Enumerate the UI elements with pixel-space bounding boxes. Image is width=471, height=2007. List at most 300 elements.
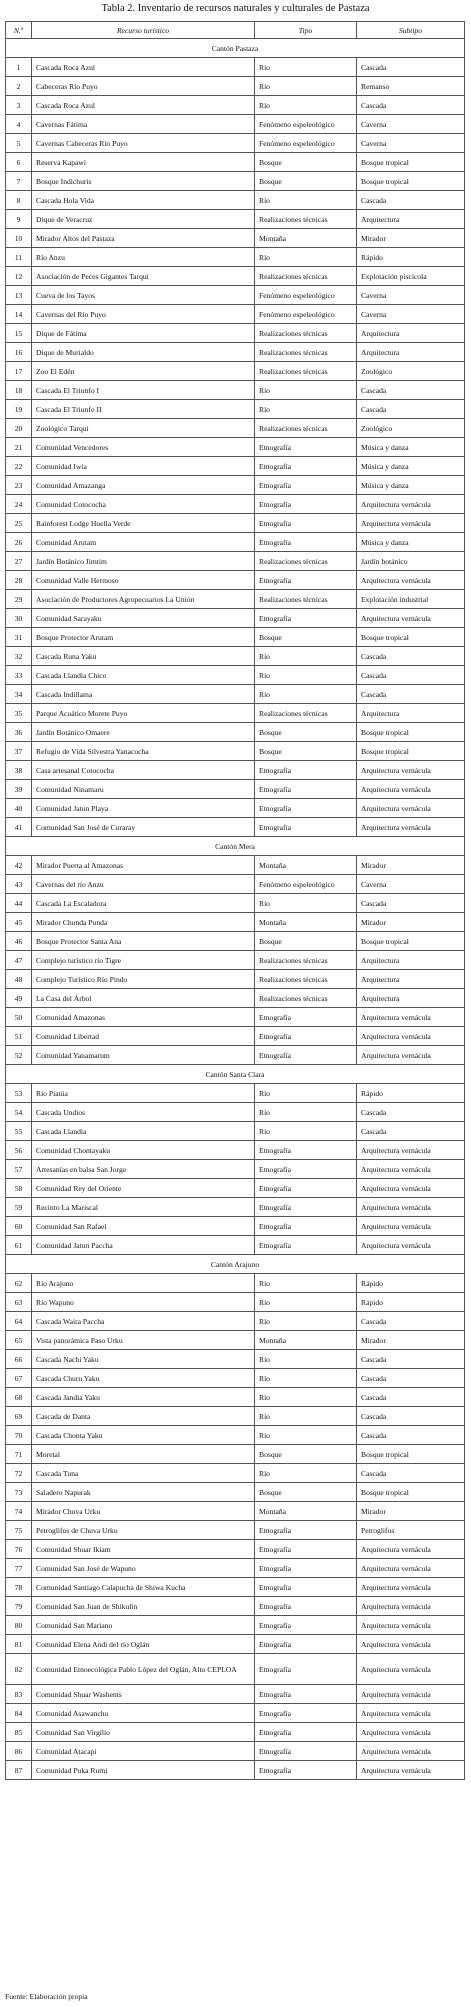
table-row <box>6 799 465 818</box>
table-row <box>6 628 465 647</box>
row-number: 28 <box>6 571 32 590</box>
row-number: 68 <box>6 1388 32 1407</box>
table-row <box>6 476 465 495</box>
resource-subtype: Arquitectura vernácula <box>357 1217 465 1236</box>
resource-subtype: Arquitectura vernácula <box>357 761 465 780</box>
table-row <box>6 381 465 400</box>
resource-subtype: Cascada <box>357 1122 465 1141</box>
resource-name: Zoológico Tarqui <box>32 419 255 438</box>
resource-name: Comunidad San Juan de Shikulin <box>32 1597 255 1616</box>
table-row <box>6 191 465 210</box>
table-row <box>6 1578 465 1597</box>
resource-name: Moretal <box>32 1445 255 1464</box>
row-number: 58 <box>6 1179 32 1198</box>
resource-subtype: Rápido <box>357 1274 465 1293</box>
table-row <box>6 1502 465 1521</box>
resource-name: Dique de Fátima <box>32 324 255 343</box>
row-number: 53 <box>6 1084 32 1103</box>
resource-subtype: Jardín botánico <box>357 552 465 571</box>
resource-subtype: Cascada <box>357 381 465 400</box>
header-resource: Recurso turístico <box>32 22 255 39</box>
resource-name: Comunidad Amazanga <box>32 476 255 495</box>
resource-subtype: Música y danza <box>357 533 465 552</box>
resource-name: Comunidad San Mariano <box>32 1616 255 1635</box>
row-number: 17 <box>6 362 32 381</box>
resource-type: Río <box>255 248 357 267</box>
resource-name: Complejo Turístico Río Pindo <box>32 970 255 989</box>
resource-subtype: Mirador <box>357 1502 465 1521</box>
section-header-row <box>6 39 465 58</box>
row-number: 71 <box>6 1445 32 1464</box>
row-number: 18 <box>6 381 32 400</box>
resource-type: Bosque <box>255 932 357 951</box>
resource-name: Cascada Runa Yaku <box>32 647 255 666</box>
row-number: 75 <box>6 1521 32 1540</box>
table-row <box>6 77 465 96</box>
resource-name: Comunidad Vencedores <box>32 438 255 457</box>
table-row <box>6 210 465 229</box>
table-row <box>6 305 465 324</box>
resource-name: Comunidad Etnoecológica Pablo López del Oglán, Alto CEPLOA <box>32 1654 255 1685</box>
table-row <box>6 1426 465 1445</box>
section-header-row <box>6 1255 465 1274</box>
section-title: Cantón Santa Clara <box>6 1065 465 1084</box>
row-number: 11 <box>6 248 32 267</box>
resource-name: Mirador Chuva Urku <box>32 1502 255 1521</box>
resource-type: Bosque <box>255 628 357 647</box>
table-row <box>6 153 465 172</box>
table-row <box>6 286 465 305</box>
row-number: 3 <box>6 96 32 115</box>
table-caption: Tabla 2. Inventario de recursos naturales y culturales de Pastaza <box>101 3 370 14</box>
resource-name: Cascada Waira Paccha <box>32 1312 255 1331</box>
resource-subtype: Bosque tropical <box>357 1445 465 1464</box>
resource-subtype: Cascada <box>357 685 465 704</box>
table-row <box>6 324 465 343</box>
resource-type: Montaña <box>255 1331 357 1350</box>
table-row <box>6 1464 465 1483</box>
table-row <box>6 1635 465 1654</box>
resource-type: Bosque <box>255 1445 357 1464</box>
resource-name: La Casa del Árbol <box>32 989 255 1008</box>
resource-name: Cascada Churu Yaku <box>32 1369 255 1388</box>
resource-type: Etnografía <box>255 1761 357 1780</box>
resource-subtype: Remanso <box>357 77 465 96</box>
section-header-row <box>6 1065 465 1084</box>
table-row <box>6 666 465 685</box>
resource-subtype: Cascada <box>357 1350 465 1369</box>
table-row <box>6 1274 465 1293</box>
resource-subtype: Arquitectura vernácula <box>357 1685 465 1704</box>
row-number: 76 <box>6 1540 32 1559</box>
resource-type: Montaña <box>255 229 357 248</box>
resource-subtype: Cascada <box>357 894 465 913</box>
row-number: 2 <box>6 77 32 96</box>
resource-name: Mirador Altos del Pastaza <box>32 229 255 248</box>
resource-subtype: Arquitectura vernácula <box>357 1179 465 1198</box>
resource-subtype: Cascada <box>357 1464 465 1483</box>
resource-name: Casa artesanal Cotococha <box>32 761 255 780</box>
table-row <box>6 172 465 191</box>
row-number: 16 <box>6 343 32 362</box>
resource-subtype: Mirador <box>357 913 465 932</box>
resource-name: Bosque Protector Arutam <box>32 628 255 647</box>
row-number: 86 <box>6 1742 32 1761</box>
table-row <box>6 1521 465 1540</box>
row-number: 82 <box>6 1654 32 1685</box>
resource-subtype: Arquitectura vernácula <box>357 514 465 533</box>
resource-type: Realizaciones técnicas <box>255 343 357 362</box>
row-number: 69 <box>6 1407 32 1426</box>
resource-type: Etnografía <box>255 1141 357 1160</box>
row-number: 15 <box>6 324 32 343</box>
table-row <box>6 1723 465 1742</box>
table-row <box>6 742 465 761</box>
resource-type: Bosque <box>255 723 357 742</box>
resource-subtype: Caverna <box>357 875 465 894</box>
resource-subtype: Arquitectura vernácula <box>357 1704 465 1723</box>
resource-type: Río <box>255 191 357 210</box>
resource-subtype: Caverna <box>357 305 465 324</box>
table-row <box>6 875 465 894</box>
table-header <box>6 22 465 39</box>
table-row <box>6 571 465 590</box>
row-number: 21 <box>6 438 32 457</box>
resource-subtype: Arquitectura vernácula <box>357 1008 465 1027</box>
row-number: 9 <box>6 210 32 229</box>
row-number: 46 <box>6 932 32 951</box>
resource-name: Refugio de Vida Silvestra Yanacocha <box>32 742 255 761</box>
row-number: 67 <box>6 1369 32 1388</box>
resource-type: Etnografía <box>255 1008 357 1027</box>
resource-subtype: Arquitectura vernácula <box>357 1559 465 1578</box>
resource-type: Montaña <box>255 856 357 875</box>
row-number: 77 <box>6 1559 32 1578</box>
resource-subtype: Arquitectura vernácula <box>357 609 465 628</box>
resource-subtype: Mirador <box>357 856 465 875</box>
resource-type: Etnografía <box>255 571 357 590</box>
resource-name: Cascada Nachi Yaku <box>32 1350 255 1369</box>
resource-name: Cueva de los Tayos <box>32 286 255 305</box>
resource-name: Cavernas Cabeceras Río Puyo <box>32 134 255 153</box>
row-number: 62 <box>6 1274 32 1293</box>
resource-type: Etnografía <box>255 1198 357 1217</box>
resource-name: Comunidad Iwia <box>32 457 255 476</box>
row-number: 78 <box>6 1578 32 1597</box>
row-number: 49 <box>6 989 32 1008</box>
resource-subtype: Arquitectura vernácula <box>357 495 465 514</box>
resource-type: Realizaciones técnicas <box>255 989 357 1008</box>
resource-type: Etnografía <box>255 1685 357 1704</box>
table-row <box>6 343 465 362</box>
resource-subtype: Caverna <box>357 134 465 153</box>
row-number: 5 <box>6 134 32 153</box>
resource-name: Mirador Chunda Punda <box>32 913 255 932</box>
resource-subtype: Música y danza <box>357 438 465 457</box>
header-subtype: Subtipo <box>357 22 465 39</box>
row-number: 24 <box>6 495 32 514</box>
row-number: 32 <box>6 647 32 666</box>
row-number: 61 <box>6 1236 32 1255</box>
row-number: 81 <box>6 1635 32 1654</box>
resource-type: Río <box>255 1407 357 1426</box>
resource-type: Río <box>255 400 357 419</box>
table-row <box>6 590 465 609</box>
resource-subtype: Bosque tropical <box>357 1483 465 1502</box>
resource-type: Río <box>255 1350 357 1369</box>
resource-name: Río Wapuno <box>32 1293 255 1312</box>
resource-subtype: Rápido <box>357 248 465 267</box>
row-number: 31 <box>6 628 32 647</box>
resource-subtype: Cascada <box>357 647 465 666</box>
resource-name: Comunidad San Rafael <box>32 1217 255 1236</box>
header-number: N.º <box>6 22 32 39</box>
header-type: Tipo <box>255 22 357 39</box>
resource-name: Comunidad Valle Hermoso <box>32 571 255 590</box>
row-number: 45 <box>6 913 32 932</box>
resource-type: Río <box>255 96 357 115</box>
resource-type: Etnografía <box>255 476 357 495</box>
resource-subtype: Caverna <box>357 286 465 305</box>
resource-subtype: Cascada <box>357 1312 465 1331</box>
resource-name: Comunidad San José de Curaray <box>32 818 255 837</box>
resource-name: Reserva Kapawi <box>32 153 255 172</box>
row-number: 19 <box>6 400 32 419</box>
table-row <box>6 267 465 286</box>
resource-subtype: Zoológico <box>357 419 465 438</box>
resource-type: Río <box>255 1312 357 1331</box>
row-number: 54 <box>6 1103 32 1122</box>
resource-name: Cabeceras Río Puyo <box>32 77 255 96</box>
resource-type: Fenómeno espeleológico <box>255 875 357 894</box>
resource-type: Fenómeno espeleológico <box>255 115 357 134</box>
table-row <box>6 1331 465 1350</box>
section-title: Cantón Mera <box>6 837 465 856</box>
resource-type: Etnografía <box>255 1046 357 1065</box>
resource-type: Río <box>255 1103 357 1122</box>
table-row <box>6 1388 465 1407</box>
row-number: 27 <box>6 552 32 571</box>
resource-name: Complejo turístico río Tigre <box>32 951 255 970</box>
resource-name: Comunidad Chontayaku <box>32 1141 255 1160</box>
row-number: 13 <box>6 286 32 305</box>
resource-type: Etnografía <box>255 609 357 628</box>
row-number: 41 <box>6 818 32 837</box>
table-row <box>6 704 465 723</box>
resource-name: Comunidad Asawanchu <box>32 1704 255 1723</box>
resource-subtype: Bosque tropical <box>357 723 465 742</box>
row-number: 48 <box>6 970 32 989</box>
resource-subtype: Cascada <box>357 1426 465 1445</box>
resource-name: Dique de Veracruz <box>32 210 255 229</box>
resource-subtype: Bosque tropical <box>357 742 465 761</box>
resource-subtype: Rápido <box>357 1084 465 1103</box>
table-row <box>6 1616 465 1635</box>
table-row <box>6 134 465 153</box>
resource-name: Bosque Indichuris <box>32 172 255 191</box>
section-title: Cantón Arajuno <box>6 1255 465 1274</box>
resource-name: Comunidad Jatun Playa <box>32 799 255 818</box>
table-row <box>6 1008 465 1027</box>
resources-table <box>5 21 465 1780</box>
resource-type: Bosque <box>255 153 357 172</box>
row-number: 38 <box>6 761 32 780</box>
table-row <box>6 1027 465 1046</box>
table-row <box>6 951 465 970</box>
table-row <box>6 1293 465 1312</box>
resource-name: Comunidad Yanamarum <box>32 1046 255 1065</box>
resource-name: Parque Acuático Morete Puyo <box>32 704 255 723</box>
table-row <box>6 457 465 476</box>
row-number: 37 <box>6 742 32 761</box>
table-row <box>6 761 465 780</box>
resource-subtype: Arquitectura <box>357 970 465 989</box>
table-row <box>6 1198 465 1217</box>
row-number: 20 <box>6 419 32 438</box>
table-row <box>6 1103 465 1122</box>
table-row <box>6 1236 465 1255</box>
resource-subtype: Petroglifos <box>357 1521 465 1540</box>
resource-name: Cascada Undios <box>32 1103 255 1122</box>
table-row <box>6 533 465 552</box>
resource-subtype: Cascada <box>357 58 465 77</box>
table-row <box>6 856 465 875</box>
table-source: Fuente: Elaboración propia <box>5 1992 88 2001</box>
resource-subtype: Mirador <box>357 1331 465 1350</box>
resource-type: Etnografía <box>255 1521 357 1540</box>
resource-name: Comunidad Ninamaru <box>32 780 255 799</box>
resource-type: Río <box>255 685 357 704</box>
row-number: 87 <box>6 1761 32 1780</box>
row-number: 35 <box>6 704 32 723</box>
resource-name: Recinto La Mariscal <box>32 1198 255 1217</box>
table-row <box>6 913 465 932</box>
table-row <box>6 1122 465 1141</box>
row-number: 14 <box>6 305 32 324</box>
resource-name: Comunidad Shuar Washents <box>32 1685 255 1704</box>
row-number: 40 <box>6 799 32 818</box>
resource-subtype: Explotación industrial <box>357 590 465 609</box>
row-number: 57 <box>6 1160 32 1179</box>
resource-type: Etnografía <box>255 438 357 457</box>
resource-subtype: Arquitectura vernácula <box>357 1027 465 1046</box>
resource-type: Etnografía <box>255 799 357 818</box>
resource-name: Comunidad Atacapi <box>32 1742 255 1761</box>
resource-subtype: Arquitectura vernácula <box>357 818 465 837</box>
resource-subtype: Arquitectura vernácula <box>357 1198 465 1217</box>
resource-subtype: Arquitectura vernácula <box>357 1160 465 1179</box>
table-row <box>6 1685 465 1704</box>
resource-subtype: Arquitectura vernácula <box>357 780 465 799</box>
table-row <box>6 1483 465 1502</box>
resource-type: Etnografía <box>255 1635 357 1654</box>
resource-subtype: Arquitectura vernácula <box>357 1761 465 1780</box>
resource-subtype: Rápido <box>357 1293 465 1312</box>
resource-subtype: Cascada <box>357 1388 465 1407</box>
resource-subtype: Cascada <box>357 1369 465 1388</box>
resource-name: Jardín Botánico Omaere <box>32 723 255 742</box>
table-row <box>6 96 465 115</box>
resource-name: Comunidad Cotococha <box>32 495 255 514</box>
row-number: 44 <box>6 894 32 913</box>
resource-type: Realizaciones técnicas <box>255 267 357 286</box>
resource-subtype: Arquitectura <box>357 343 465 362</box>
row-number: 47 <box>6 951 32 970</box>
resource-name: Petroglifos de Chuva Urku <box>32 1521 255 1540</box>
row-number: 10 <box>6 229 32 248</box>
resource-name: Artesanías en balsa San Jorge <box>32 1160 255 1179</box>
resource-name: Vista panorámica Paso Urku <box>32 1331 255 1350</box>
section-header-row <box>6 837 465 856</box>
resource-subtype: Cascada <box>357 96 465 115</box>
resource-subtype: Arquitectura <box>357 210 465 229</box>
row-number: 64 <box>6 1312 32 1331</box>
table-row <box>6 1445 465 1464</box>
resource-type: Etnografía <box>255 1217 357 1236</box>
resource-type: Realizaciones técnicas <box>255 419 357 438</box>
table-row <box>6 780 465 799</box>
resource-type: Etnografía <box>255 1236 357 1255</box>
resource-name: Comunidad Arutam <box>32 533 255 552</box>
row-number: 55 <box>6 1122 32 1141</box>
resource-type: Realizaciones técnicas <box>255 552 357 571</box>
resource-name: Cascada de Danta <box>32 1407 255 1426</box>
resource-name: Rainforest Lodge Huella Verde <box>32 514 255 533</box>
resource-type: Etnografía <box>255 1559 357 1578</box>
table-row <box>6 362 465 381</box>
resource-name: Comunidad Jatun Paccha <box>32 1236 255 1255</box>
table-row <box>6 647 465 666</box>
table-row <box>6 115 465 134</box>
resource-name: Bosque Protector Santa Ana <box>32 932 255 951</box>
row-number: 60 <box>6 1217 32 1236</box>
resource-subtype: Zoológico <box>357 362 465 381</box>
row-number: 34 <box>6 685 32 704</box>
table-row <box>6 894 465 913</box>
resource-name: Comunidad Rey del Oriente <box>32 1179 255 1198</box>
resource-type: Bosque <box>255 1483 357 1502</box>
resource-name: Río Arajuno <box>32 1274 255 1293</box>
table-body <box>6 39 465 1780</box>
resource-type: Etnografía <box>255 1160 357 1179</box>
resource-name: Cascada Roca Azul <box>32 58 255 77</box>
table-row <box>6 1084 465 1103</box>
resource-subtype: Arquitectura vernácula <box>357 1236 465 1255</box>
resource-name: Comunidad San Virgilio <box>32 1723 255 1742</box>
row-number: 25 <box>6 514 32 533</box>
resource-type: Etnografía <box>255 1723 357 1742</box>
resource-type: Etnografía <box>255 1027 357 1046</box>
resource-type: Bosque <box>255 172 357 191</box>
resource-type: Etnografía <box>255 1597 357 1616</box>
resource-name: Cascada El Triunfo II <box>32 400 255 419</box>
resource-name: Comunidad Amazonas <box>32 1008 255 1027</box>
resource-type: Río <box>255 381 357 400</box>
table-row <box>6 1179 465 1198</box>
row-number: 74 <box>6 1502 32 1521</box>
row-number: 56 <box>6 1141 32 1160</box>
resource-name: Comunidad Sarayaku <box>32 609 255 628</box>
resource-name: Comunidad Santiago Calapucha de Shiwa Kucha <box>32 1578 255 1597</box>
row-number: 1 <box>6 58 32 77</box>
resource-type: Realizaciones técnicas <box>255 951 357 970</box>
resource-subtype: Arquitectura vernácula <box>357 1723 465 1742</box>
table-row <box>6 419 465 438</box>
resource-name: Río Anzu <box>32 248 255 267</box>
resource-subtype: Mirador <box>357 229 465 248</box>
resource-name: Cascada Hola Vida <box>32 191 255 210</box>
resource-subtype: Arquitectura vernácula <box>357 1578 465 1597</box>
